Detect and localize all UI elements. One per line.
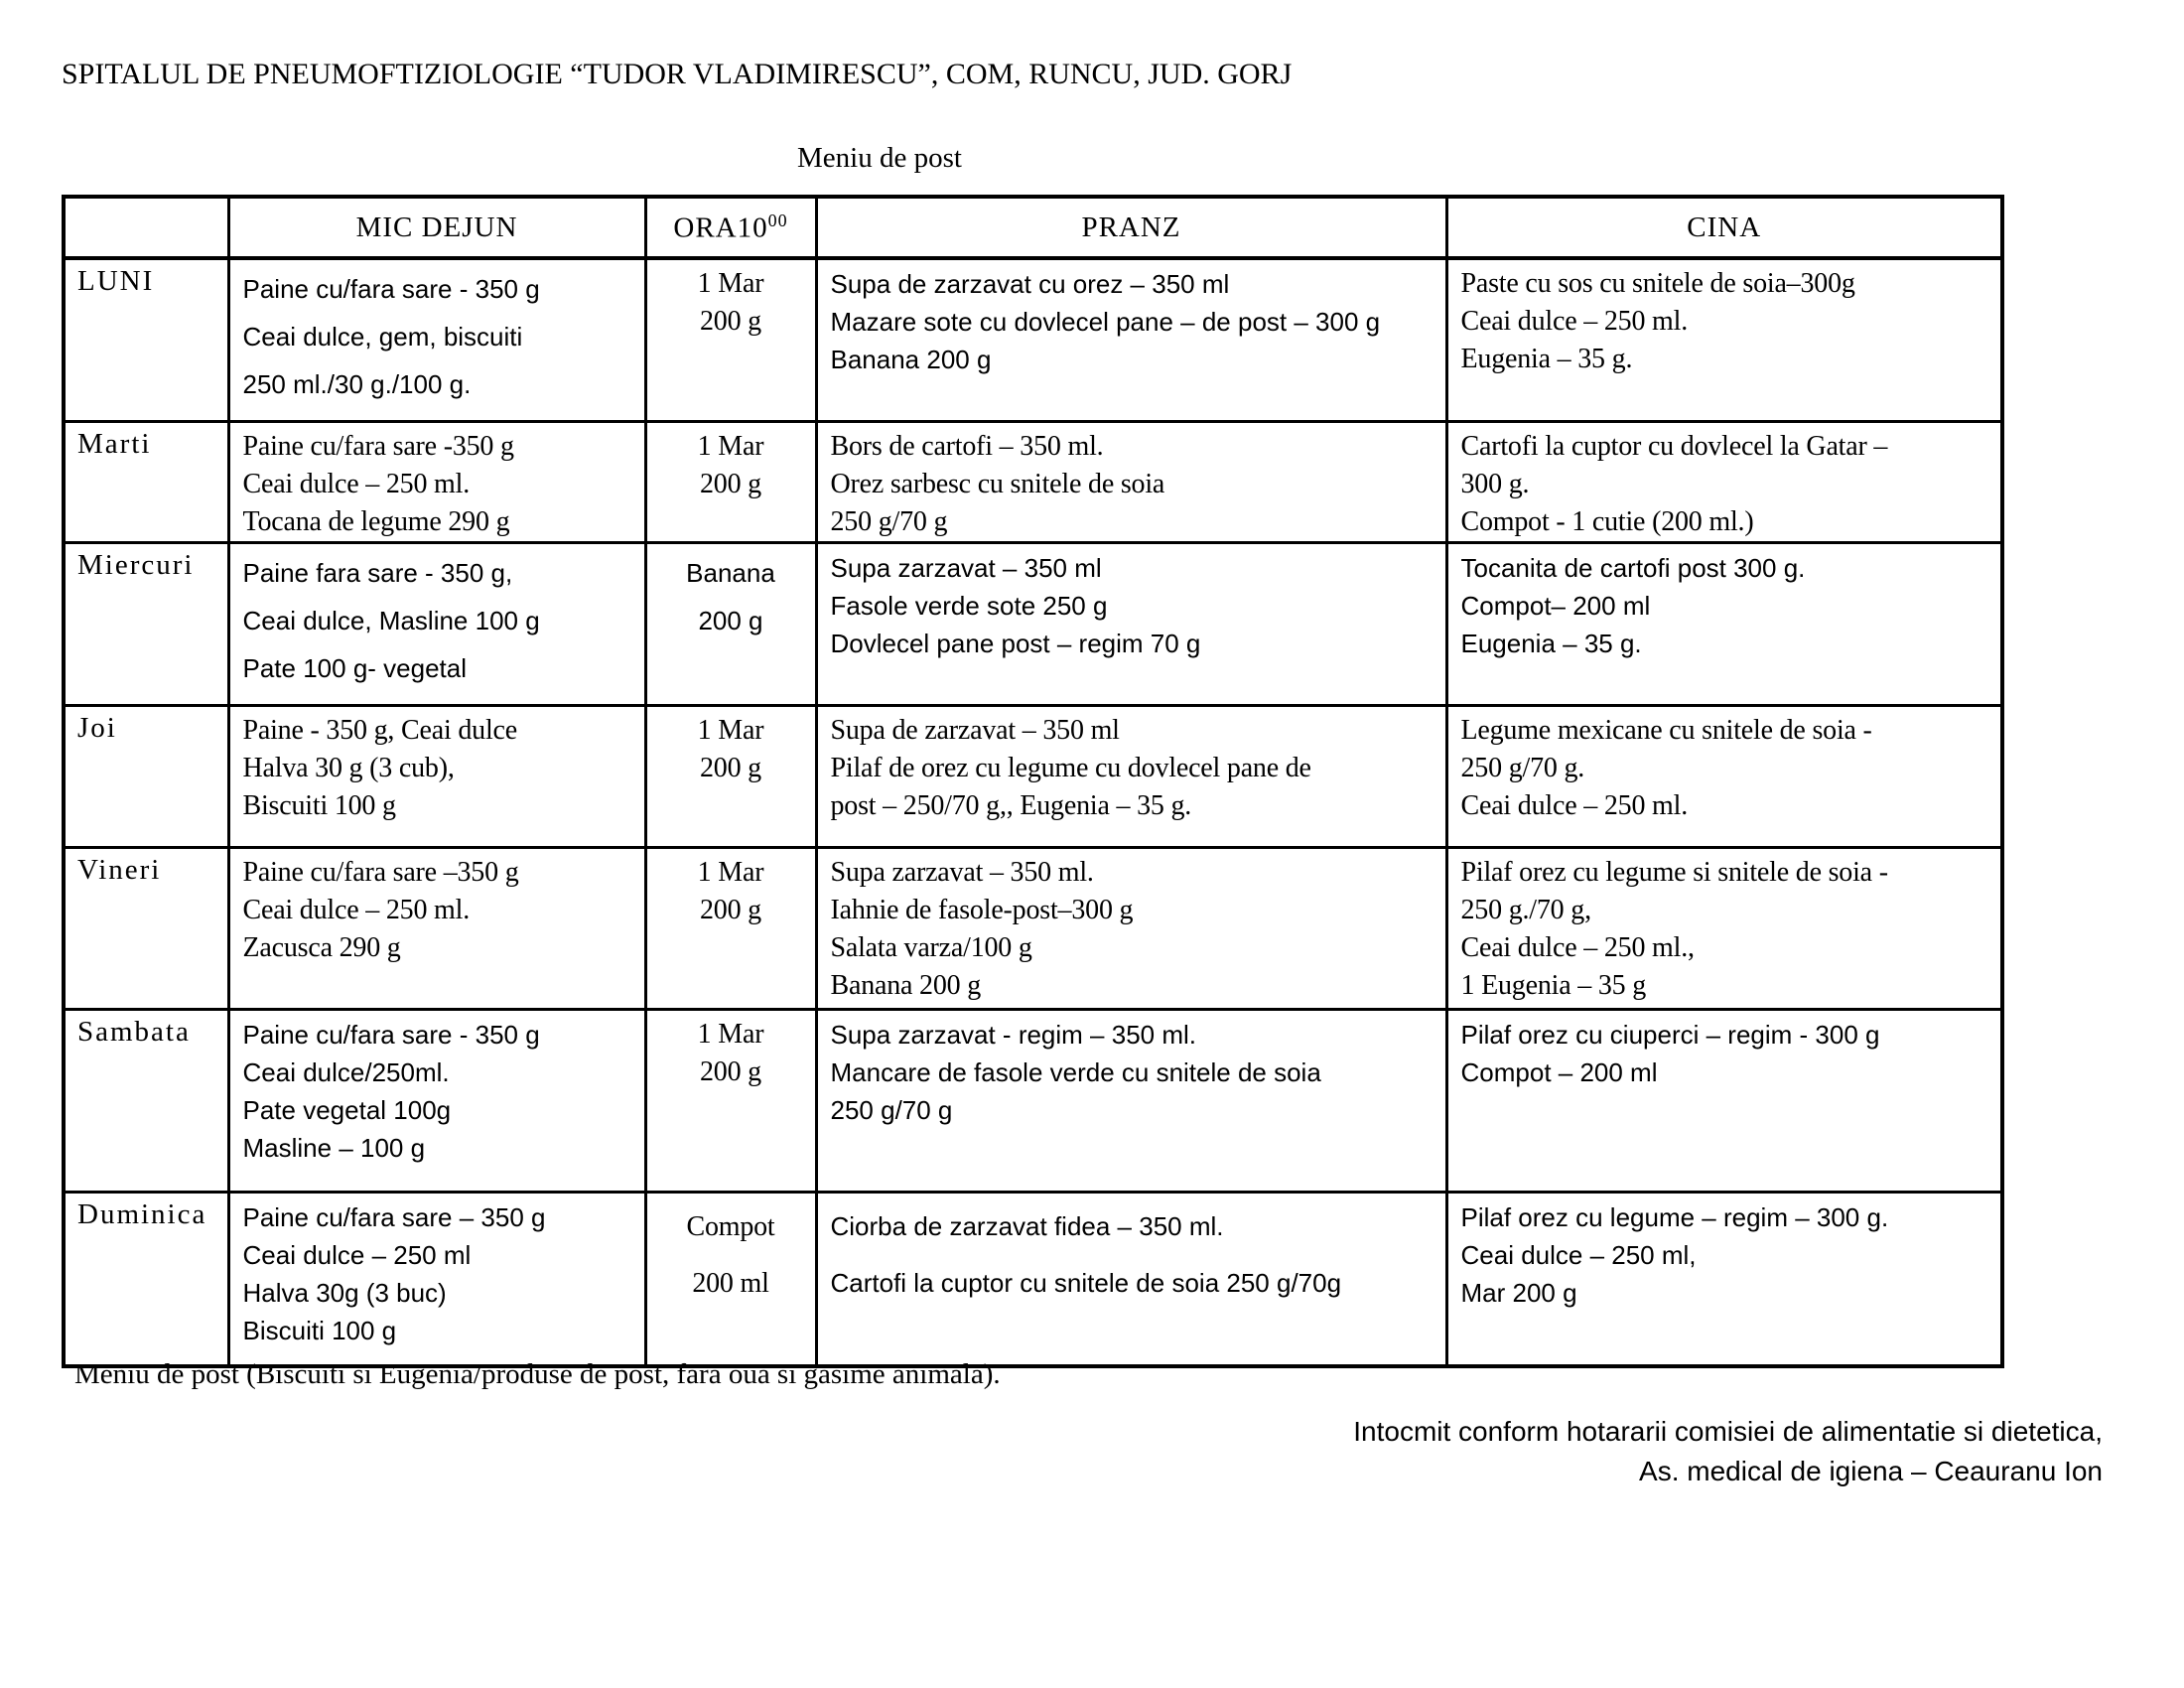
menu-line: Paine cu/fara sare - 350 g xyxy=(242,274,540,304)
mic-dejun-cell xyxy=(228,1009,645,1192)
menu-line: Paine cu/fara sare -350 g xyxy=(242,430,514,462)
day-label: Miercuri xyxy=(64,542,228,705)
menu-line: Mazare sote cu dovlecel pane – de post – 300 g xyxy=(830,307,1381,337)
ora10-cell xyxy=(645,847,816,1009)
menu-line: Supa zarzavat – 350 ml xyxy=(830,552,1102,583)
cina-cell xyxy=(1446,847,2002,1009)
menu-line: Salata varza/100 g xyxy=(830,931,1032,963)
menu-line: 200 g xyxy=(699,894,761,925)
document-subtitle: Meniu de post xyxy=(797,142,962,174)
menu-line: Orez sarbesc cu snitele de soia xyxy=(830,468,1165,499)
menu-line: Halva 30 g (3 cub), xyxy=(242,752,455,783)
menu-line: Compot – 200 ml xyxy=(1460,1056,1658,1087)
menu-line: 200 g xyxy=(699,752,761,783)
menu-line: Ceai dulce – 250 ml. xyxy=(1460,306,1689,337)
menu-table xyxy=(62,195,2004,1368)
menu-line: Legume mexicane cu snitele de soia - xyxy=(1460,714,1872,746)
day-label: Vineri xyxy=(64,847,228,1009)
header-ora10-label: ORA10 xyxy=(673,211,768,244)
cina-cell xyxy=(1446,258,2002,421)
cina-cell xyxy=(1446,421,2002,542)
menu-line: 1 Mar xyxy=(697,268,764,299)
menu-line: 200 g xyxy=(699,1055,761,1087)
menu-line: Paine fara sare - 350 g, xyxy=(242,557,513,588)
menu-line: Supa zarzavat – 350 ml. xyxy=(830,856,1094,888)
menu-line: Halva 30g (3 buc) xyxy=(242,1277,447,1308)
menu-line: 250 g/70 g xyxy=(830,505,948,537)
menu-line: Paine - 350 g, Ceai dulce xyxy=(242,714,517,746)
menu-line: Eugenia – 35 g. xyxy=(1460,344,1633,374)
header-cina: CINA xyxy=(1446,197,2002,258)
pranz-cell xyxy=(816,1009,1446,1192)
menu-line: Compot - 1 cutie (200 ml.) xyxy=(1460,505,1754,537)
menu-line: Ceai dulce, Masline 100 g xyxy=(242,605,540,635)
mic-dejun-cell xyxy=(228,542,645,705)
pranz-cell xyxy=(816,542,1446,705)
menu-line: 250 g./70 g, xyxy=(1460,894,1591,925)
menu-line: Mancare de fasole verde cu snitele de soia xyxy=(830,1056,1321,1087)
mic-dejun-cell xyxy=(228,1192,645,1366)
menu-line: 1 Eugenia – 35 g xyxy=(1460,969,1647,1001)
header-mic-dejun: MIC DEJUN xyxy=(228,197,645,258)
menu-line: 250 ml./30 g./100 g. xyxy=(242,369,472,399)
menu-row-joi xyxy=(64,705,2002,847)
menu-line: Pilaf de orez cu legume cu dovlecel pane de xyxy=(830,752,1311,783)
menu-line: Paine cu/fara sare - 350 g xyxy=(242,1019,540,1050)
header-ora10 xyxy=(645,197,816,258)
menu-line: Masline – 100 g xyxy=(242,1132,426,1163)
menu-line: 200 g xyxy=(699,468,761,499)
ora10-cell xyxy=(645,705,816,847)
menu-row-vineri xyxy=(64,847,2002,1009)
menu-line: Banana xyxy=(686,557,775,588)
menu-line: Bors de cartofi – 350 ml. xyxy=(830,430,1104,462)
menu-line: Cartofi la cuptor cu snitele de soia 250 g/70g xyxy=(830,1267,1342,1298)
credits-line-1: Intocmit conform hotararii comisiei de alimentatie si dietetica, xyxy=(1353,1416,2103,1447)
header-ora10-superscript: 00 xyxy=(767,210,788,230)
menu-line: Ceai dulce – 250 ml, xyxy=(1460,1239,1697,1270)
document-title: SPITALUL DE PNEUMOFTIZIOLOGIE “TUDOR VLADIMIRESCU”, COM, RUNCU, JUD. GORJ xyxy=(62,58,1293,90)
menu-line: Supa de zarzavat – 350 ml xyxy=(830,714,1120,746)
menu-line: Paine cu/fara sare – 350 g xyxy=(242,1201,546,1232)
day-label: Marti xyxy=(64,421,228,542)
menu-line: Ceai dulce, gem, biscuiti xyxy=(242,322,523,352)
menu-line: 250 g/70 g. xyxy=(1460,752,1585,783)
menu-line: Supa zarzavat - regim – 350 ml. xyxy=(830,1019,1196,1050)
menu-line: 1 Mar xyxy=(697,1018,764,1050)
mic-dejun-cell xyxy=(228,847,645,1009)
menu-line: 200 ml xyxy=(692,1267,769,1299)
menu-line: Ceai dulce – 250 ml. xyxy=(1460,789,1689,821)
menu-line: Tocanita de cartofi post 300 g. xyxy=(1460,552,1806,583)
menu-line: 1 Mar xyxy=(697,714,764,746)
menu-line: Compot xyxy=(686,1210,775,1242)
credits-line-2: As. medical de igiena – Ceauranu Ion xyxy=(1639,1456,2103,1486)
pranz-cell xyxy=(816,705,1446,847)
menu-line: 1 Mar xyxy=(697,856,764,888)
menu-line: Pilaf orez cu legume si snitele de soia - xyxy=(1460,856,1888,888)
menu-line: Pate vegetal 100g xyxy=(242,1094,452,1125)
pranz-cell xyxy=(816,258,1446,421)
menu-line: post – 250/70 g,, Eugenia – 35 g. xyxy=(830,789,1192,821)
day-label: Joi xyxy=(64,705,228,847)
menu-line: Biscuiti 100 g xyxy=(242,1315,397,1345)
menu-line: Supa de zarzavat cu orez – 350 ml xyxy=(830,269,1230,299)
menu-line: 200 g xyxy=(699,306,761,337)
cina-cell xyxy=(1446,1009,2002,1192)
day-label: Sambata xyxy=(64,1009,228,1192)
menu-line: 250 g/70 g xyxy=(830,1094,953,1125)
menu-line: Ceai dulce – 250 ml., xyxy=(1460,931,1695,963)
menu-line: Pilaf orez cu ciuperci – regim - 300 g xyxy=(1460,1019,1880,1050)
menu-row-miercuri xyxy=(64,542,2002,705)
menu-line: Tocana de legume 290 g xyxy=(242,505,510,537)
menu-line: Compot– 200 ml xyxy=(1460,590,1651,621)
menu-line: Eugenia – 35 g. xyxy=(1460,628,1642,658)
menu-table-body xyxy=(64,258,2002,1366)
menu-line: Ceai dulce/250ml. xyxy=(242,1056,450,1087)
menu-line: Ceai dulce – 250 ml. xyxy=(242,468,471,499)
header-day xyxy=(64,197,228,258)
cina-cell xyxy=(1446,542,2002,705)
footer-note: Meniu de post (Biscuiti si Eugenia/produse de post, fara oua si gasime animala). xyxy=(74,1358,1001,1390)
credits-block xyxy=(1353,1412,2103,1491)
menu-line: Mar 200 g xyxy=(1460,1277,1577,1308)
mic-dejun-cell xyxy=(228,705,645,847)
menu-line: Biscuiti 100 g xyxy=(242,789,396,821)
menu-line: 200 g xyxy=(698,605,763,635)
header-row xyxy=(64,197,2002,258)
ora10-cell xyxy=(645,542,816,705)
menu-line: Banana 200 g xyxy=(830,969,982,1001)
menu-line: Pilaf orez cu legume – regim – 300 g. xyxy=(1460,1201,1889,1232)
ora10-cell xyxy=(645,1009,816,1192)
pranz-cell xyxy=(816,1192,1446,1366)
day-label: Duminica xyxy=(64,1192,228,1366)
menu-line: Zacusca 290 g xyxy=(242,931,401,963)
menu-line: 1 Mar xyxy=(697,430,764,462)
menu-row-marti xyxy=(64,421,2002,542)
mic-dejun-cell xyxy=(228,258,645,421)
menu-line: Cartofi la cuptor cu dovlecel la Gatar – xyxy=(1460,430,1888,462)
menu-row-luni xyxy=(64,258,2002,421)
menu-row-duminica xyxy=(64,1192,2002,1366)
menu-line: Iahnie de fasole-post–300 g xyxy=(830,894,1134,925)
menu-line: Pate 100 g- vegetal xyxy=(242,652,467,683)
menu-line: Ciorba de zarzavat fidea – 350 ml. xyxy=(830,1210,1224,1241)
ora10-cell xyxy=(645,1192,816,1366)
mic-dejun-cell xyxy=(228,421,645,542)
menu-line: Paine cu/fara sare –350 g xyxy=(242,856,519,888)
menu-line: Banana 200 g xyxy=(830,345,992,374)
ora10-cell xyxy=(645,258,816,421)
header-pranz: PRANZ xyxy=(816,197,1446,258)
cina-cell xyxy=(1446,705,2002,847)
menu-line: Dovlecel pane post – regim 70 g xyxy=(830,628,1201,658)
pranz-cell xyxy=(816,421,1446,542)
menu-line: Ceai dulce – 250 ml xyxy=(242,1239,472,1270)
menu-row-sambata xyxy=(64,1009,2002,1192)
ora10-cell xyxy=(645,421,816,542)
pranz-cell xyxy=(816,847,1446,1009)
day-label: LUNI xyxy=(64,258,228,421)
menu-line: Ceai dulce – 250 ml. xyxy=(242,894,471,925)
menu-line: Paste cu sos cu snitele de soia–300g xyxy=(1460,268,1855,299)
cina-cell xyxy=(1446,1192,2002,1366)
menu-line: 300 g. xyxy=(1460,468,1530,499)
menu-line: Fasole verde sote 250 g xyxy=(830,590,1108,621)
